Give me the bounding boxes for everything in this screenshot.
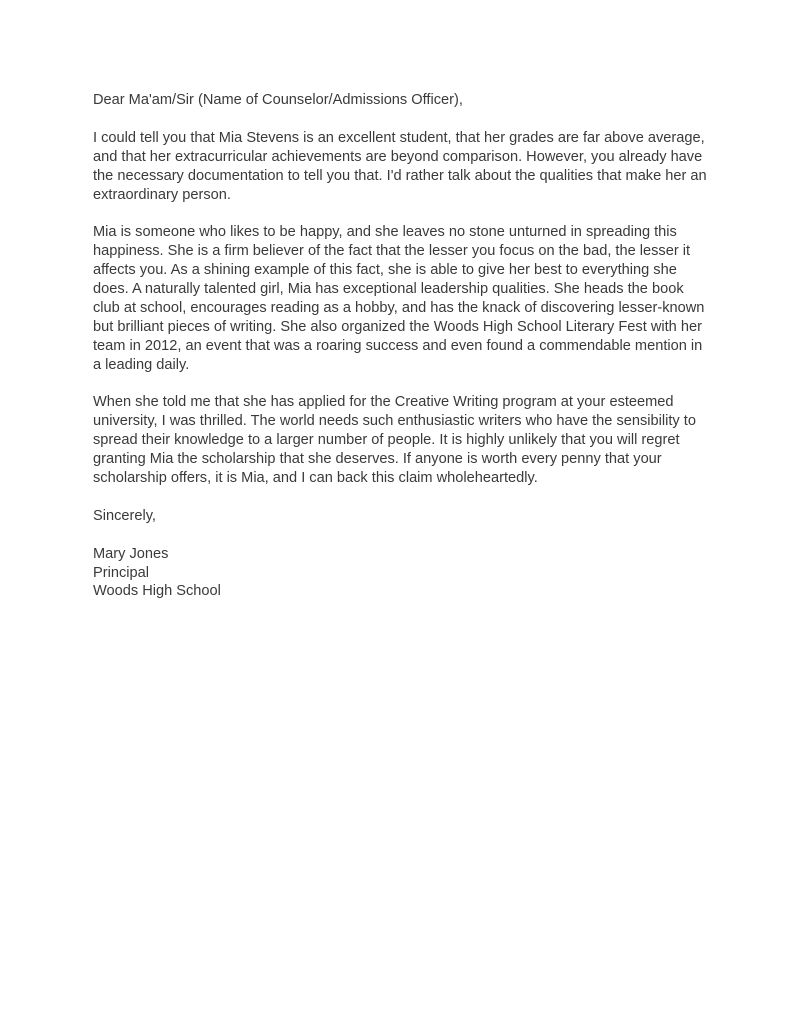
paragraph-line: club at school, encourages reading as a hobby, and has the knack of discovering lesser-known bbox=[93, 299, 705, 316]
paragraph-line: but brilliant pieces of writing. She also organized the Woods High School Literary Fest with her bbox=[93, 318, 702, 335]
paragraph-line: the necessary documentation to tell you that. I'd rather talk about the qualities that make her an bbox=[93, 167, 707, 184]
paragraph-line: scholarship offers, it is Mia, and I can back this claim wholeheartedly. bbox=[93, 470, 538, 487]
paragraph-line: does. A naturally talented girl, Mia has exceptional leadership qualities. She heads the book bbox=[93, 281, 684, 298]
paragraph-line: spread their knowledge to a larger number of people. It is highly unlikely that you will regret bbox=[93, 432, 680, 449]
paragraph-line: I could tell you that Mia Stevens is an excellent student, that her grades are far above average, bbox=[93, 129, 705, 146]
paragraph-qualities bbox=[93, 223, 733, 374]
letter-page bbox=[93, 91, 733, 601]
paragraph-line: a leading daily. bbox=[93, 356, 190, 373]
paragraph-line: university, I was thrilled. The world needs such enthusiastic writers who have the sensibility to bbox=[93, 413, 696, 430]
paragraph-recommendation bbox=[93, 393, 733, 488]
paragraph-line: affects you. As a shining example of this fact, she is able to give her best to everything she bbox=[93, 262, 677, 279]
signature-title: Principal bbox=[93, 564, 149, 581]
paragraph-line: granting Mia the scholarship that she deserves. If anyone is worth every penny that your bbox=[93, 451, 662, 468]
paragraph-line: and that her extracurricular achievements are beyond comparison. However, you already have bbox=[93, 148, 703, 165]
signature-block bbox=[93, 545, 733, 602]
paragraph-line: happiness. She is a firm believer of the fact that the lesser you focus on the bad, the lesser it bbox=[93, 243, 691, 260]
paragraph-line: team in 2012, an event that was a roaring success and even found a commendable mention in bbox=[93, 337, 703, 354]
paragraph-line: When she told me that she has applied for the Creative Writing program at your esteemed bbox=[93, 394, 674, 411]
closing: Sincerely, bbox=[93, 507, 156, 524]
signature-organization: Woods High School bbox=[93, 583, 221, 600]
salutation: Dear Ma'am/Sir (Name of Counselor/Admissions Officer), bbox=[93, 92, 463, 108]
paragraph-line: Mia is someone who likes to be happy, and she leaves no stone unturned in spreading this bbox=[93, 224, 677, 241]
paragraph-line: extraordinary person. bbox=[93, 186, 231, 203]
paragraph-intro bbox=[93, 129, 733, 205]
signature-name: Mary Jones bbox=[93, 545, 169, 562]
